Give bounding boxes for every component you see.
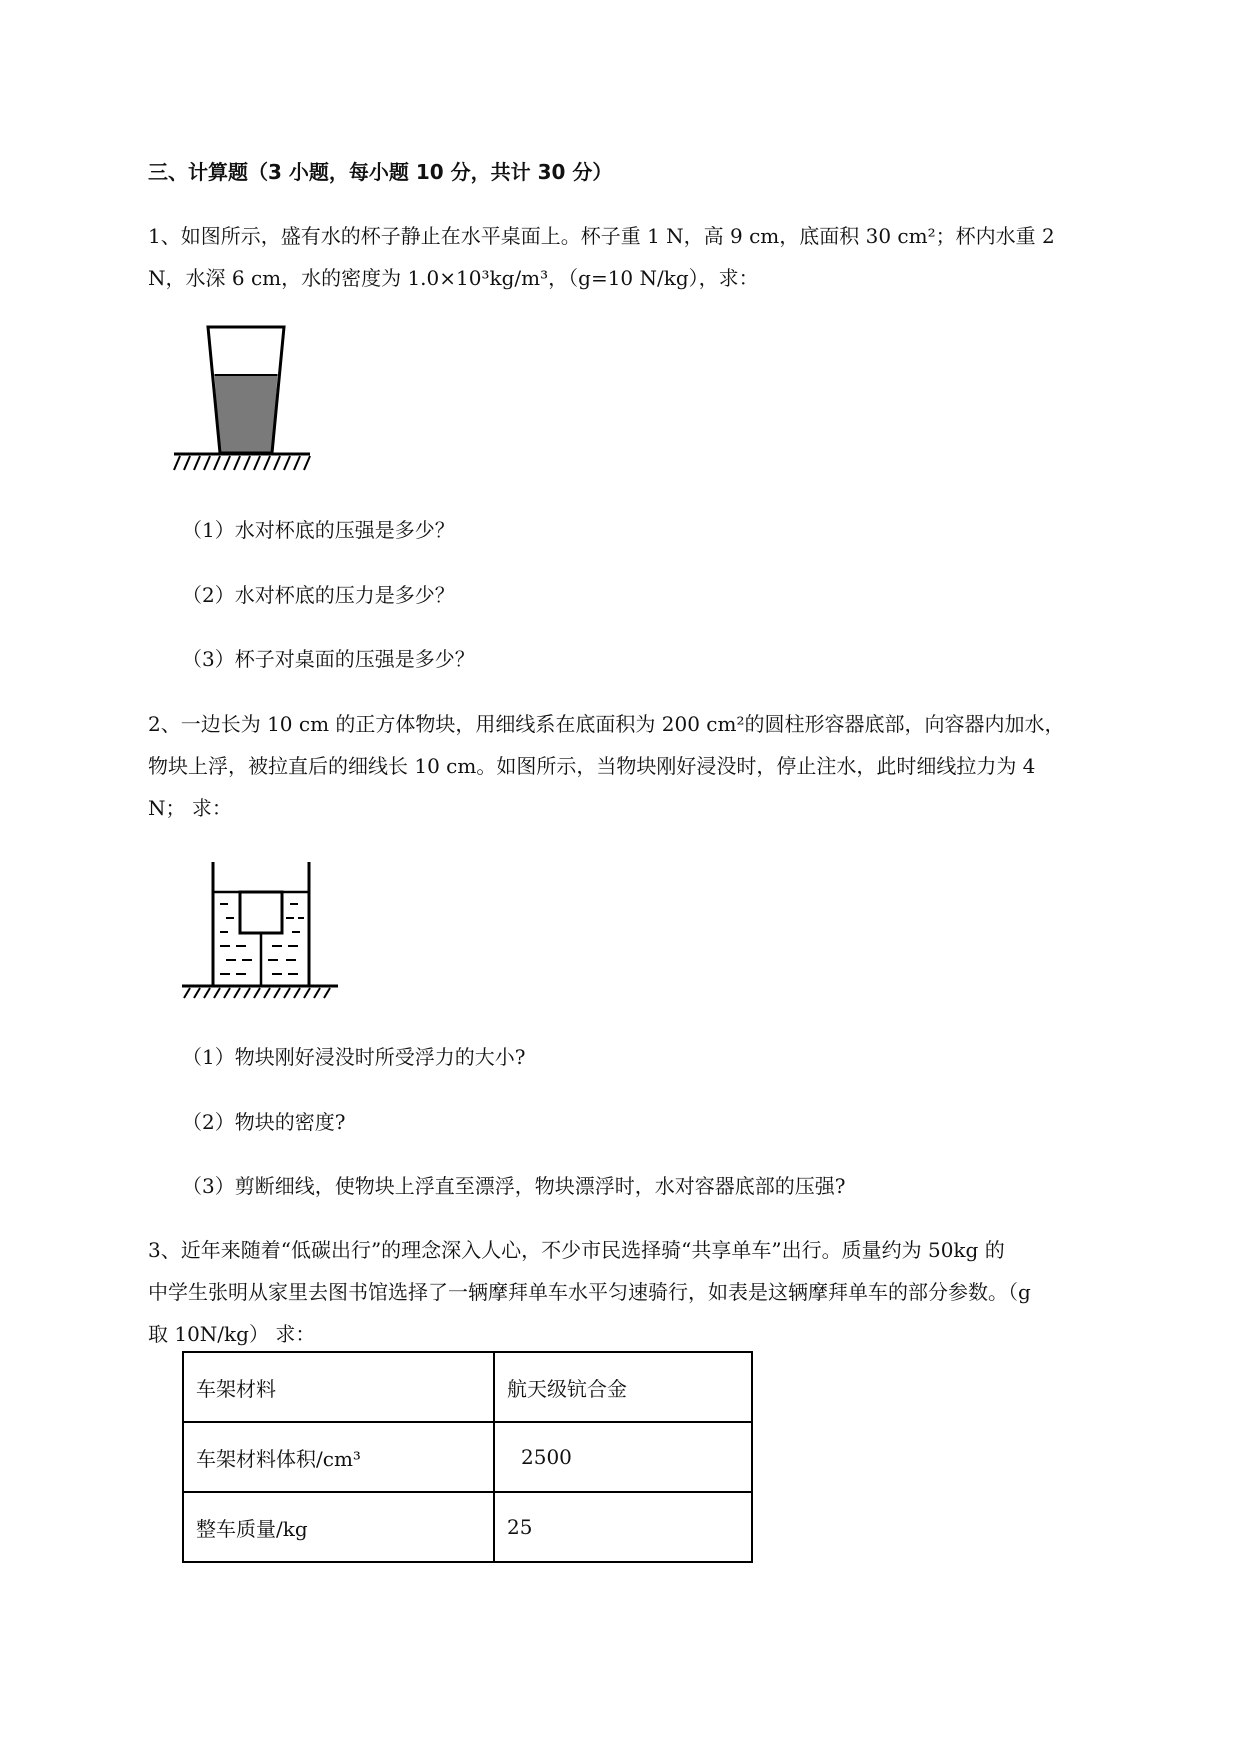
- table-cell: 2500: [494, 1422, 752, 1492]
- table-cell: 航天级钪合金: [494, 1352, 752, 1422]
- q2-part-2: （2）物块的密度?: [182, 1110, 346, 1134]
- q1-part-2: （2）水对杯底的压力是多少？: [182, 583, 455, 607]
- q2-part-1: （1）物块刚好浸没时所受浮力的大小?: [182, 1045, 526, 1069]
- q1-part-3: （3）杯子对桌面的压强是多少？: [182, 647, 475, 671]
- ground-hatching: [184, 988, 330, 998]
- q1-text-line-1: 1、如图所示，盛有水的杯子静止在水平桌面上。杯子重 1 N，高 9 cm，底面积 30 cm²；杯内水重 2: [148, 224, 1055, 248]
- table-cell: 25: [494, 1492, 752, 1562]
- table-cell: 车架材料: [183, 1352, 494, 1422]
- table-row: [183, 1492, 752, 1562]
- q3-text-line-2: 中学生张明从家里去图书馆选择了一辆摩拜单车水平匀速骑行，如表是这辆摩拜单车的部分参数。（g: [148, 1280, 1031, 1304]
- q2-text-line-3: N； 求：: [148, 796, 232, 820]
- q3-text-line-3: 取 10N/kg） 求：: [148, 1322, 316, 1346]
- bike-parameters-table: [182, 1351, 753, 1563]
- block-in-container-figure: [180, 860, 340, 1000]
- q1-text-line-2: N，水深 6 cm，水的密度为 1.0×10³kg/m³，（g=10 N/kg），求：: [148, 266, 759, 290]
- cup-on-table-figure: [172, 325, 332, 475]
- q3-text-line-1: 3、近年来随着“低碳出行”的理念深入人心，不少市民选择骑“共享单车”出行。质量约为 50kg 的: [148, 1238, 1005, 1262]
- water-fill: [215, 375, 278, 453]
- q2-part-3: （3）剪断细线，使物块上浮直至漂浮，物块漂浮时，水对容器底部的压强?: [182, 1174, 846, 1198]
- table-row: [183, 1422, 752, 1492]
- q2-text-line-1: 2、一边长为 10 cm 的正方体物块，用细线系在底面积为 200 cm²的圆柱形容器底部，向容器内加水，: [148, 712, 1065, 736]
- table-cell: 整车质量/kg: [183, 1492, 494, 1562]
- q2-text-line-2: 物块上浮，被拉直后的细线长 10 cm。如图所示，当物块刚好浸没时，停止注水，此时细线拉力为 4: [148, 754, 1036, 778]
- q1-part-1: （1）水对杯底的压强是多少？: [182, 518, 455, 542]
- table-row: [183, 1352, 752, 1422]
- cube-block: [240, 892, 282, 933]
- table-hatching: [174, 456, 310, 470]
- table-cell: 车架材料体积/cm³: [183, 1422, 494, 1492]
- section-title: 三、计算题（3 小题，每小题 10 分，共计 30 分）: [148, 160, 613, 184]
